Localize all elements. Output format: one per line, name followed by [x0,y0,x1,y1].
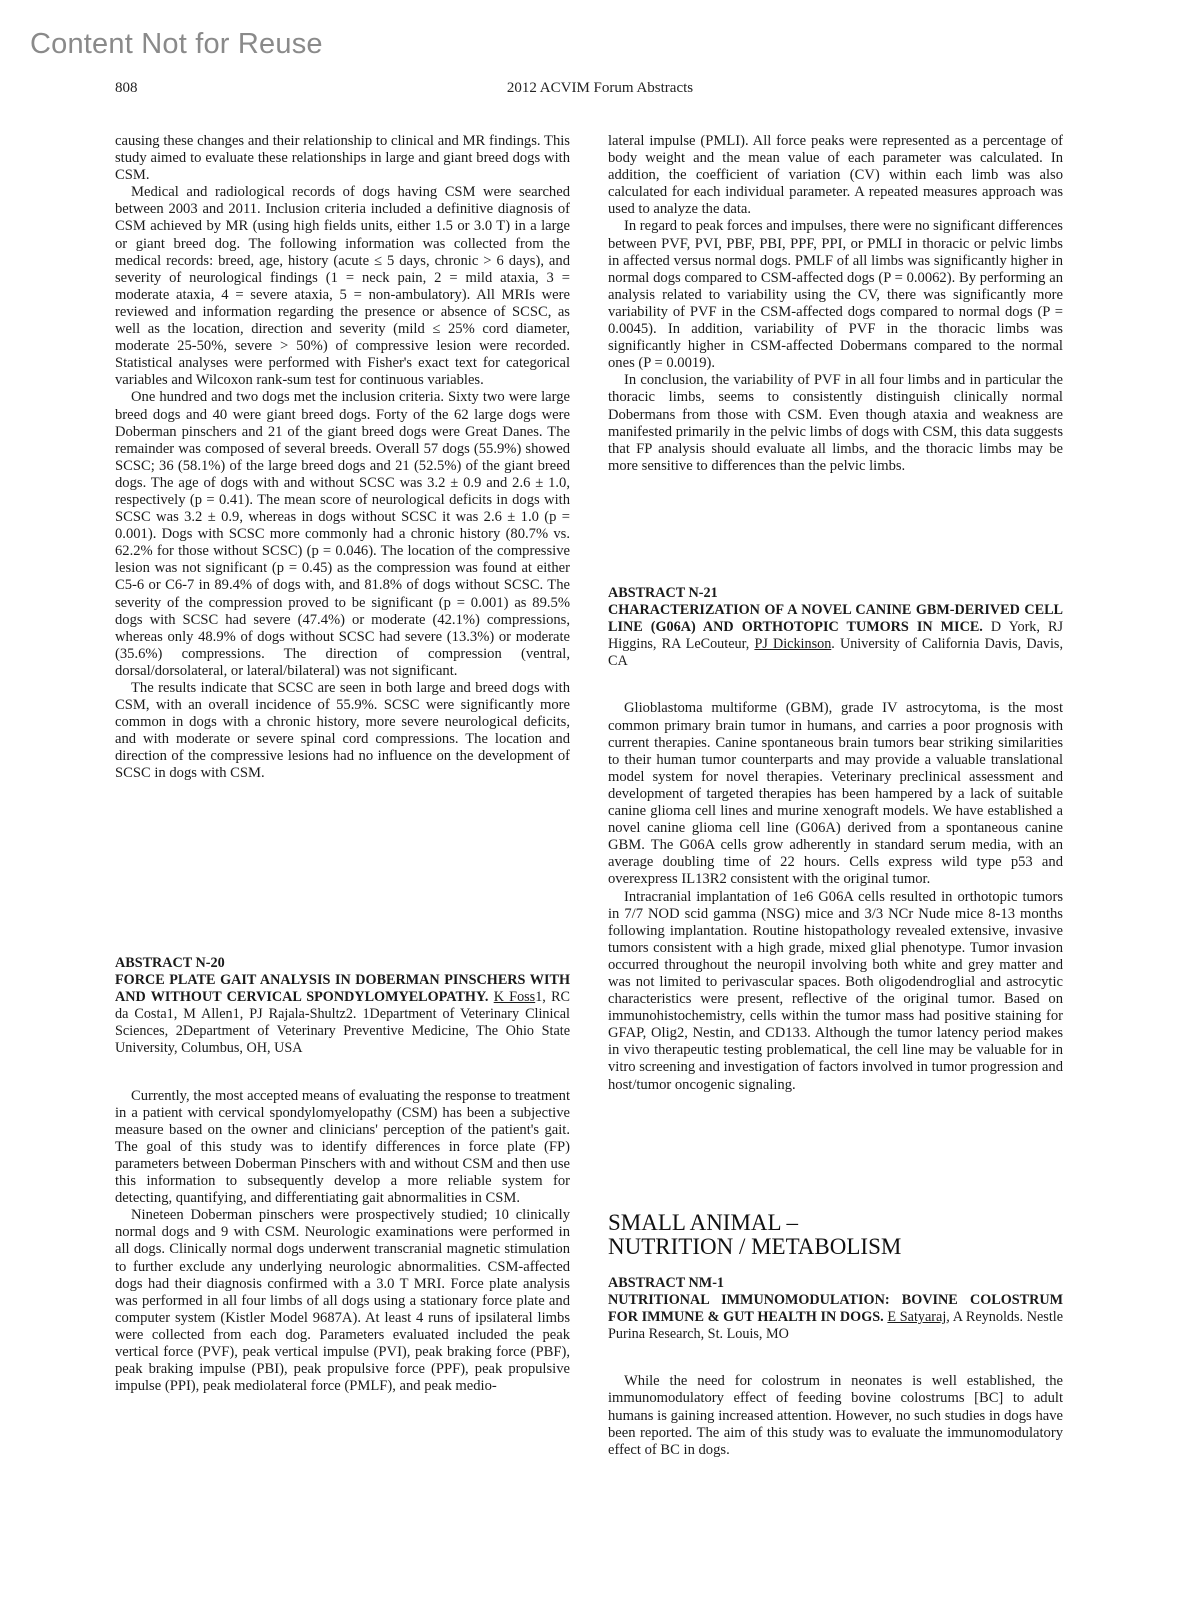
running-title: 2012 ACVIM Forum Abstracts [506,80,694,96]
body-paragraph: One hundred and two dogs met the inclusion criteria. Sixty two were large breed dogs and 40 were giant breed dogs. Forty of the 62 large dogs were Doberman pinschers and 21 of the giant breed dogs were Great Danes. The remainder was composed of several breeds. Overall 57 dogs (55.9%) showed SCSC; 36 (58.1%) of the large breed dogs and 21 (52.5%) of the giant breed dogs. The age of dogs with and without SCSC was 3.2 ± 0.9 and 2.6 ± 1.0, respectively (p = 0.41). The mean score of neurological deficits in dogs with SCSC was 3.2 ± 0.9, whereas in dogs without SCSC it was 2.6 ± 1.0 (p = 0.001). Dogs with SCSC more commonly had a chronic history (80.7% vs. 62.2% for those without SCSC) (p = 0.046). The location of the compressive lesion was not significant (p = 0.45) as the compression was found at either C5-6 or C6-7 in 89.4% of dogs with, and 81.8% of dogs without SCSC. The severity of the compression proved to be significant (p = 0.001) as 89.5% dogs with SCSC had severe (47.4%) or moderate (42.1%) compressions, whereas only 48.9% of dogs without SCSC had severe (13.3%) or moderate (35.6%) compressions. The direction of compression (ventral, dorsal/dorsolateral, or lateral/bilateral) was not significant. [115,389,570,679]
authors-affiliation: , A Reynolds. Nestle Purina Research, St. Louis, MO [608,1309,1064,1343]
page-number: 808 [115,80,138,96]
abstract-id: ABSTRACT N-20 [115,955,225,971]
body-paragraph: Medical and radiological records of dogs having CSM were searched between 2003 and 2011. Inclusion criteria included a definitive diagnosis of CSM achieved by MR (using high fields units, either 1.5 or 3.0 T) in a large or giant breed dog. The following information was collected from the medical records: breed, age, history (acute ≤ 5 days, chronic > 6 days), and severity of neurological findings (1 = neck pain, 2 = mild ataxia, 3 = moderate ataxia, 4 = severe ataxia, 5 = non-ambulatory). All MRIs were reviewed and information regarding the presence or absence of SCSC, as well as the location, direction and severity (mild ≤ 25% cord diameter, moderate 25-50%, severe > 50%) of compressive lesion were recorded. Statistical analyses were performed with Fisher's exact text for categorical variables and Wilcoxon rank-sum test for continuous variables. [115,184,570,389]
body-paragraph: causing these changes and their relationship to clinical and MR findings. This study aimed to evaluate these relationships in large and giant breed dogs with CSM. [115,133,570,184]
watermark: Content Not for Reuse [30,28,323,60]
body-paragraph: Nineteen Doberman pinschers were prospectively studied; 10 clinically normal dogs and 9 with CSM. Neurologic examinations were performed in all dogs. Clinically normal dogs underwent transcranial magnetic stimulation to further exclude any underlying neurologic abnormalities. CSM-affected dogs had their diagnosis confirmed with a 3.0 T MRI. Force plate analysis was performed in all four limbs of all dogs using a stationary force plate and computer system (Kistler Model 9687A). At least 4 runs of ipsilateral limbs were collected from each dog. Parameters evaluated included the peak vertical force (PVF), peak vertical impulse (PVI), peak braking force (PBF), peak braking impulse (PBI), peak propulsive force (PPF), peak propulsive impulse (PPI), peak mediolateral force (PMLF), and peak medio- [115,1207,570,1395]
abstract-title: NUTRITIONAL IMMUNOMODULATION: BOVINE COLOSTRUM FOR IMMUNE & GUT HEALTH IN DOGS. E Satyaraj, A Reynolds. Nestle Purina Research, St. Louis, MO [608,1292,1064,1343]
abstract-n20 [115,955,570,1395]
abstract-title: CHARACTERIZATION OF A NOVEL CANINE GBM-DERIVED CELL LINE (G06A) AND ORTHOTOPIC TUMORS IN MICE. D York, RJ Higgins, RA LeCouteur, PJ Dickinson. University of California Davis, Davis, CA [608,602,1063,670]
body-paragraph: In conclusion, the variability of PVF in all four limbs and in particular the thoracic limbs, seems to consistently distinguish clinically normal Dobermans from those with CSM. Even though ataxia and weakness are manifested primarily in the pelvic limbs of dogs with CSM, this data suggests that FP analysis should evaluate all limbs, and the thoracic limbs may be more sensitive to differences than the pelvic limbs. [608,372,1063,474]
presenting-author: E Satyaraj [887,1309,947,1326]
presenting-author: PJ Dickinson [754,636,832,653]
body-paragraph: lateral impulse (PMLI). All force peaks were represented as a percentage of body weight and the mean value of each parameter was calculated. In addition, the coefficient of variation (CV) within each limb was also calculated for each individual parameter. A repeated measures approach was used to analyze the data. [608,133,1063,218]
section-heading: SMALL ANIMAL – NUTRITION / METABOLISM [608,1210,902,1259]
body-paragraph: Intracranial implantation of 1e6 G06A cells resulted in orthotopic tumors in 7/7 NOD scid gamma (NSG) mice and 3/3 NCr Nude mice 8-13 months following implantation. Routine histopathology revealed extensive, invasive tumors consistent with a high grade, mixed glial phenotype. Tumor invasion occurred throughout the neuropil involving both white and grey matter and was not limited to perivascular spaces. Both oligodendroglial and astrocytic characteristics were present, reflective of the original tumor. Based on immunohistochemistry, cells within the tumor mass had positive staining for GFAP, Olig2, Nestin, and CD133. Although the tumor latency period makes in vivo therapeutic testing problematical, the cell line may be valuable for in vitro screening and investigation of factors involved in tumor progression and host/tumor oncogenic signaling. [608,888,1063,1093]
body-paragraph: Glioblastoma multiforme (GBM), grade IV astrocytoma, is the most common primary brain tumor in humans, and carries a poor prognosis with current therapies. Canine spontaneous brain tumors bear striking similarities to their human tumor counterparts and may provide a valuable translational model system for novel therapies. Veterinary preclinical assessment and development of targeted therapies has been hampered by a lack of suitable canine glioma cell lines and murine xenograft models. We have established a novel canine glioma cell line (G06A) derived from a spontaneous canine GBM. The G06A cells grow adherently in standard serum media, with an average doubling time of 22 hours. Cells express wild type p53 and overexpress IL13R2 consistent with the original tumor. [608,700,1063,888]
body-paragraph: Currently, the most accepted means of evaluating the response to treatment in a patient with cervical spondylomyelopathy (CSM) has been a subjective measure based on the owner and clinicians' perception of the patient's gait. The goal of this study was to identify differences in force plate (FP) parameters between Doberman Pinschers with and without CSM and then use this information to subsequently develop a more reliable system for detecting, quantifying, and differentiating gait abnormalities in CSM. [115,1087,570,1207]
authors: D York, RJ Higgins, RA LeCouteur, [608,619,1063,653]
abstract-id: ABSTRACT NM-1 [608,1275,725,1291]
body-paragraph: In regard to peak forces and impulses, there were no significant differences between PVF, PVI, PBF, PBI, PPF, PPI, or PMLI in thoracic or pelvic limbs in affected versus normal dogs. PMLF of all limbs was significantly higher in normal dogs compared to CSM-affected dogs (P = 0.0062). By performing an analysis related to variability using the CV, there was significantly more variability of PVF in the CSM-affected dogs compared to normal dogs (P = 0.0045). In addition, variability of PVF in the thoracic limbs was significantly higher in CSM-affected Dobermans compared to the normal ones (P = 0.0019). [608,218,1063,372]
affiliation: . University of California Davis, Davis, CA [608,636,1063,670]
abstract-nm1 [608,1275,1063,1459]
abstract-n21 [608,585,1063,1094]
left-column [115,133,570,1395]
authors-affiliation: 1, RC da Costa1, M Allen1, PJ Rajala-Shultz2. 1Department of Veterinary Clinical Sciences, 2Department of Veterinary Preventive Medicine, The Ohio State University, Columbus, OH, USA [115,989,570,1057]
abstract-title: FORCE PLATE GAIT ANALYSIS IN DOBERMAN PINSCHERS WITH AND WITHOUT CERVICAL SPONDYLOMYELOPATHY. K Foss1, RC da Costa1, M Allen1, PJ Rajala-Shultz2. 1Department of Veterinary Clinical Sciences, 2Department of Veterinary Preventive Medicine, The Ohio State University, Columbus, OH, USA [115,972,570,1057]
right-column [608,133,1064,1458]
body-paragraph: While the need for colostrum in neonates is well established, the immunomodulatory effect of feeding bovine colostrums [BC] to adult humans is gaining increased attention. However, no such studies in dogs have been reported. The aim of this study was to evaluate the immunomodulatory effect of BC in dogs. [608,1373,1063,1458]
presenting-author: K Foss [493,989,536,1006]
abstract-id: ABSTRACT N-21 [608,585,718,601]
body-paragraph: The results indicate that SCSC are seen in both large and breed dogs with CSM, with an overall incidence of 55.9%. SCSC were significantly more common in dogs with a chronic history, more severe neurological deficits, and with moderate or severe spinal cord compressions. The location and direction of the compressive lesions had no influence on the development of SCSC in dogs with CSM. [115,680,570,782]
